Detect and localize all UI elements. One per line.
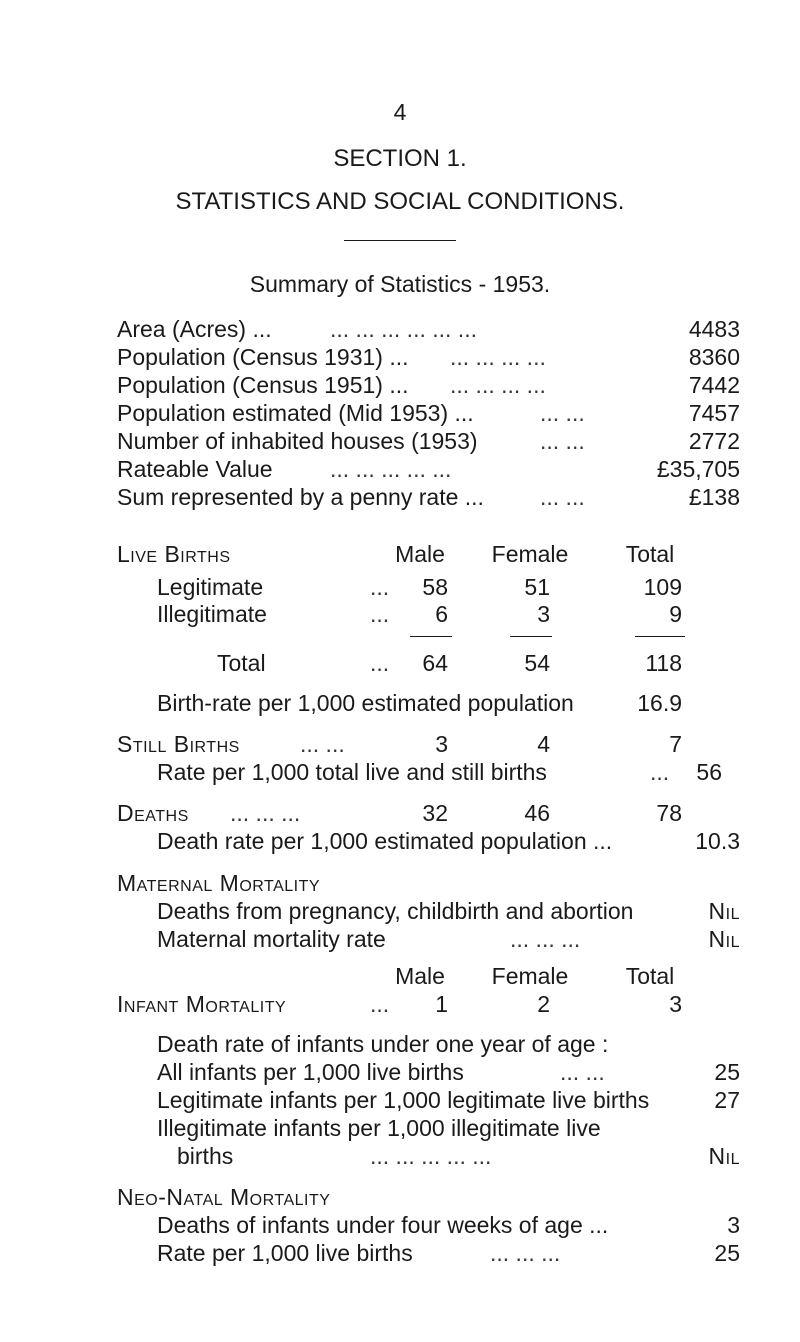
row-value: Nil	[708, 926, 740, 952]
leader-dots: ... ... ... ...	[450, 344, 546, 370]
still-rate-label: Rate per 1,000 total live and still births	[157, 759, 547, 785]
male-value: 58	[422, 574, 448, 600]
row-value: 27	[714, 1087, 740, 1113]
row-label: Maternal mortality rate	[157, 926, 386, 952]
leader-dots: ... ... ...	[230, 800, 301, 826]
female-value: 3	[537, 601, 550, 627]
total-value: 118	[645, 650, 682, 676]
sum-rule	[510, 636, 552, 637]
leader-dots: ... ...	[540, 400, 585, 426]
female-value: 51	[524, 574, 550, 600]
neonatal-heading: Neo-Natal Mortality	[117, 1184, 331, 1210]
total-value: 109	[643, 574, 682, 600]
female-value: 46	[524, 800, 550, 826]
summary-label: Population estimated (Mid 1953) ...	[117, 400, 474, 426]
total-label: Total	[217, 650, 266, 676]
row-label: Deaths of infants under four weeks of age ...	[157, 1212, 609, 1238]
infant-heading: Infant Mortality	[117, 991, 287, 1017]
sum-rule	[410, 636, 452, 637]
leader-dots: ... ...	[560, 1059, 605, 1085]
summary-label: Population (Census 1931) ...	[117, 344, 409, 370]
male-value: 64	[422, 650, 448, 676]
summary-label: Number of inhabited houses (1953)	[117, 428, 478, 454]
summary-label: Rateable Value	[117, 456, 273, 482]
main-title: STATISTICS AND SOCIAL CONDITIONS.	[175, 188, 625, 215]
row-value: Nil	[708, 898, 740, 924]
illegit-value: Nil	[708, 1143, 740, 1169]
col-male: Male	[395, 963, 445, 989]
death-rate-value: 10.3	[695, 828, 740, 854]
still-births-heading: Still Births	[117, 731, 240, 757]
male-value: 32	[422, 800, 448, 826]
leader-dots: ... ... ...	[510, 926, 581, 952]
summary-label: Sum represented by a penny rate ...	[117, 484, 484, 510]
leader-dots: ... ... ... ...	[450, 372, 546, 398]
sum-rule	[635, 636, 685, 637]
leader-dots: ... ...	[300, 731, 345, 757]
summary-value: 2772	[688, 428, 740, 454]
total-value: 7	[669, 731, 682, 757]
total-value: 78	[656, 800, 682, 826]
infant-intro: Death rate of infants under one year of age :	[157, 1031, 609, 1057]
leader-dots: ... ...	[540, 484, 585, 510]
row-label: All infants per 1,000 live births	[157, 1059, 464, 1085]
summary-value: £138	[688, 484, 740, 510]
row-label: Legitimate infants per 1,000 legitimate live births	[157, 1087, 650, 1113]
leader-dots: ... ...	[540, 428, 585, 454]
row-label: Rate per 1,000 live births	[157, 1240, 413, 1266]
col-male: Male	[395, 541, 445, 567]
male-value: 6	[435, 601, 448, 627]
birth-rate-value: 16.9	[637, 690, 682, 716]
row-value: 25	[714, 1240, 740, 1266]
death-rate-label: Death rate per 1,000 estimated population ...	[157, 828, 613, 854]
summary-label: Population (Census 1951) ...	[117, 372, 409, 398]
row-label: Illegitimate	[157, 601, 267, 627]
col-female: Female	[491, 541, 569, 567]
row-label: Legitimate	[157, 574, 264, 600]
live-births-heading: Live Births	[117, 541, 231, 567]
deaths-heading: Deaths	[117, 800, 189, 826]
leader-dots: ... ... ... ... ...	[330, 456, 452, 482]
summary-label: Area (Acres) ...	[117, 316, 272, 342]
total-value: 9	[669, 601, 682, 627]
total-value: 3	[669, 991, 682, 1017]
female-value: 2	[537, 991, 550, 1017]
summary-value: 8360	[688, 344, 740, 370]
male-value: 1	[435, 991, 448, 1017]
leader-dots: ... ... ...	[490, 1240, 561, 1266]
summary-value: 4483	[688, 316, 740, 342]
summary-value: £35,705	[656, 456, 740, 482]
female-value: 54	[524, 650, 550, 676]
col-total: Total	[625, 541, 675, 567]
leader-dots: ...	[370, 574, 390, 600]
male-value: 3	[435, 731, 448, 757]
section-heading: SECTION 1.	[333, 145, 467, 172]
row-value: 3	[727, 1212, 740, 1238]
summary-value: 7442	[688, 372, 740, 398]
illegit-label-line2: births	[177, 1143, 234, 1169]
summary-value: 7457	[688, 400, 740, 426]
birth-rate-label: Birth-rate per 1,000 estimated population	[157, 690, 574, 716]
leader-dots: ... ... ... ... ... ...	[330, 316, 477, 342]
illegit-label-line1: Illegitimate infants per 1,000 illegitimate live	[157, 1115, 601, 1141]
leader-dots: ...	[370, 991, 390, 1017]
leader-dots: ...	[370, 650, 390, 676]
col-female: Female	[491, 963, 569, 989]
title-divider	[344, 240, 456, 241]
leader-dots: ...	[370, 601, 390, 627]
leader-dots: ... ... ... ... ...	[370, 1143, 492, 1169]
row-label: Deaths from pregnancy, childbirth and abortion	[157, 898, 634, 924]
still-rate-value: 56	[696, 759, 722, 785]
summary-title: Summary of Statistics - 1953.	[249, 271, 551, 297]
maternal-heading: Maternal Mortality	[117, 870, 321, 896]
row-value: 25	[714, 1059, 740, 1085]
female-value: 4	[537, 731, 550, 757]
leader-dots: ...	[650, 759, 670, 785]
col-total: Total	[625, 963, 675, 989]
page-number: 4	[393, 99, 407, 125]
